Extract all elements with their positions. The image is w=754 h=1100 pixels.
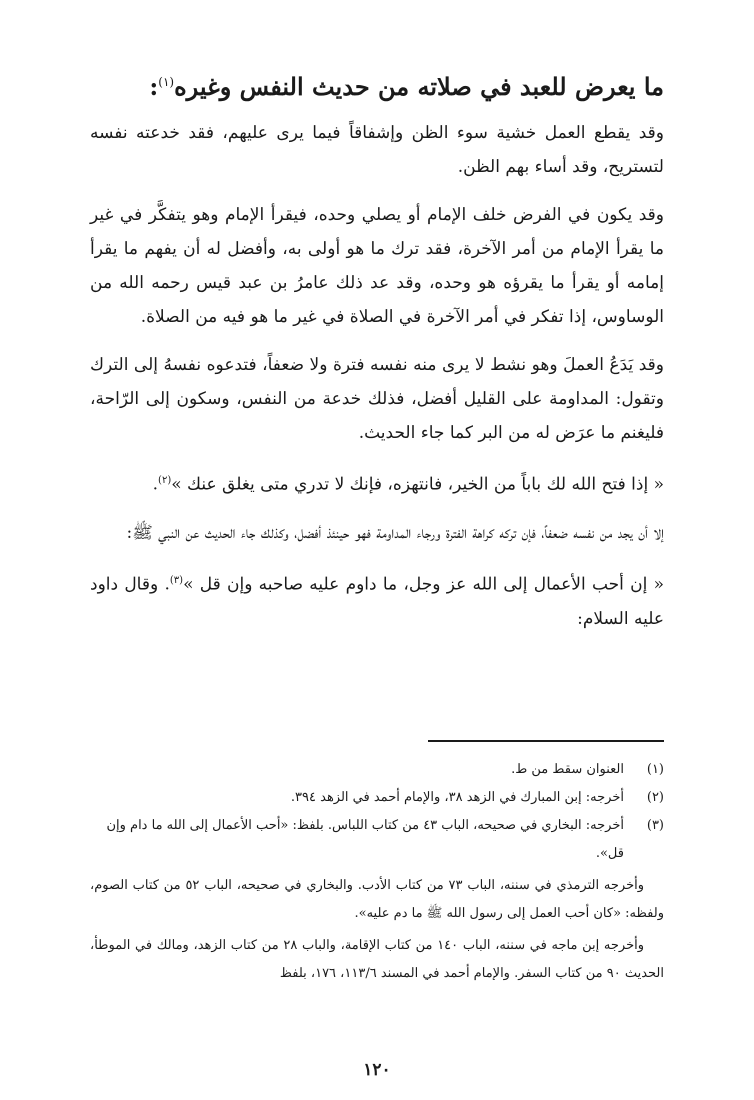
quote-text: « إن أحب الأعمال إلى الله عز وجل، ما داوم عليه صاحبه وإن قل » <box>183 574 664 595</box>
footnote-2 <box>90 784 664 812</box>
heading-footnote-ref[interactable]: (١) <box>158 75 175 89</box>
footnotes <box>90 756 664 988</box>
footnote-divider <box>428 740 664 742</box>
footnote-ref-2[interactable]: (٢) <box>158 475 172 487</box>
paragraph-2 <box>90 198 664 334</box>
paragraph-text: وقد يكون في الفرض خلف الإمام أو يصلي وحده، فيقرأ الإمام وهو يتفكَّر في غير ما يقرأ الإمام من أمر الآخرة، فقد ترك ما هو أولى به، وأفضل له أن يفهم ما يقرأ إمامه أو يقرأ ما يقرؤه هو وحده، وقد عد ذلك عامرُ بن عبد قيس رحمه الله من الوساوس، إذا تفكر في أمر الآخرة في الصلاة في غير ما هو فيه من الصلاة. <box>90 205 664 328</box>
footnote-text: أخرجه: إبن المبارك في الزهد ٣٨، والإمام أحمد في الزهد ٣٩٤. <box>290 790 624 805</box>
heading-text: ما يعرض للعبد في صلاته من حديث النفس وغيره <box>174 72 664 101</box>
footnote-number: (٢) <box>646 790 664 805</box>
footnote-number: (١) <box>646 762 664 777</box>
quote-tail: . وقال داود عليه السلام: <box>90 574 664 629</box>
paragraph-text: وقد يَدَعُ العملَ وهو نشط لا يرى منه نفسه فترة ولا ضعفاً، فتدعوه نفسهُ إلى الترك وتقول: المداومة على القليل أفضل، فذلك خدعة من النفس، وسكون إلى الرّاحة، فليغنم ما عرَض له من البر كما جاء الحديث. <box>90 355 664 444</box>
footnote-3-continuation-2: وأخرجه إبن ماجه في سننه، الباب ١٤٠ من كتاب الإقامة، والباب ٢٨ من كتاب الزهد، ومالك في الموطأ، الحديث ٩٠ من كتاب السفر. والإمام أحمد في المسند ١١٣/٦، ١٧٦، بلفظ <box>90 938 664 981</box>
footnote-3-continuation-1: وأخرجه الترمذي في سننه، الباب ٧٣ من كتاب الأدب. والبخاري في صحيحه، الباب ٥٢ من كتاب الصوم، ولفظه: «كان أحب العمل إلى رسول الله ﷺ ما دم عليه». <box>90 878 664 921</box>
paragraph-text: إلا أن يجد من نفسه ضعفاً، فإن تركه كراهة الفترة ورجاء المداومة فهو حينئذ أفضل، وكذلك جاء الحديث عن النبي ﷺ: <box>126 523 664 544</box>
footnote-1 <box>90 756 664 784</box>
main-text <box>90 68 664 650</box>
paragraph-3 <box>90 348 664 450</box>
quote-text: « إذا فتح الله لك باباً من الخير، فانتهزه، فإنك لا تدري متى يغلق عنك » <box>171 475 664 496</box>
footnote-ref-3[interactable]: (٣) <box>169 575 184 587</box>
footnote-3 <box>90 812 664 868</box>
heading-colon: : <box>149 72 159 101</box>
hadith-quote-2 <box>90 564 664 636</box>
footnote-text: أخرجه: البخاري في صحيحه، الباب ٤٣ من كتاب اللباس. بلفظ: «أحب الأعمال إلى الله ما دام وإن قل». <box>106 818 624 861</box>
hadith-quote-1 <box>90 464 664 502</box>
paragraph-1 <box>90 116 664 184</box>
quote-tail: . <box>152 475 159 496</box>
footnote-number: (٣) <box>646 818 664 833</box>
paragraph-text: وقد يقطع العمل خشية سوء الظن وإشفاقاً فيما يرى عليهم، فقد خدعته نفسه لتستريح، وقد أساء بهم الظن. <box>90 123 664 178</box>
paragraph-5 <box>90 516 664 550</box>
page-number: ١٢٠ <box>363 1060 391 1080</box>
footnote-text: العنوان سقط من ط. <box>511 762 624 777</box>
section-heading <box>90 68 664 106</box>
